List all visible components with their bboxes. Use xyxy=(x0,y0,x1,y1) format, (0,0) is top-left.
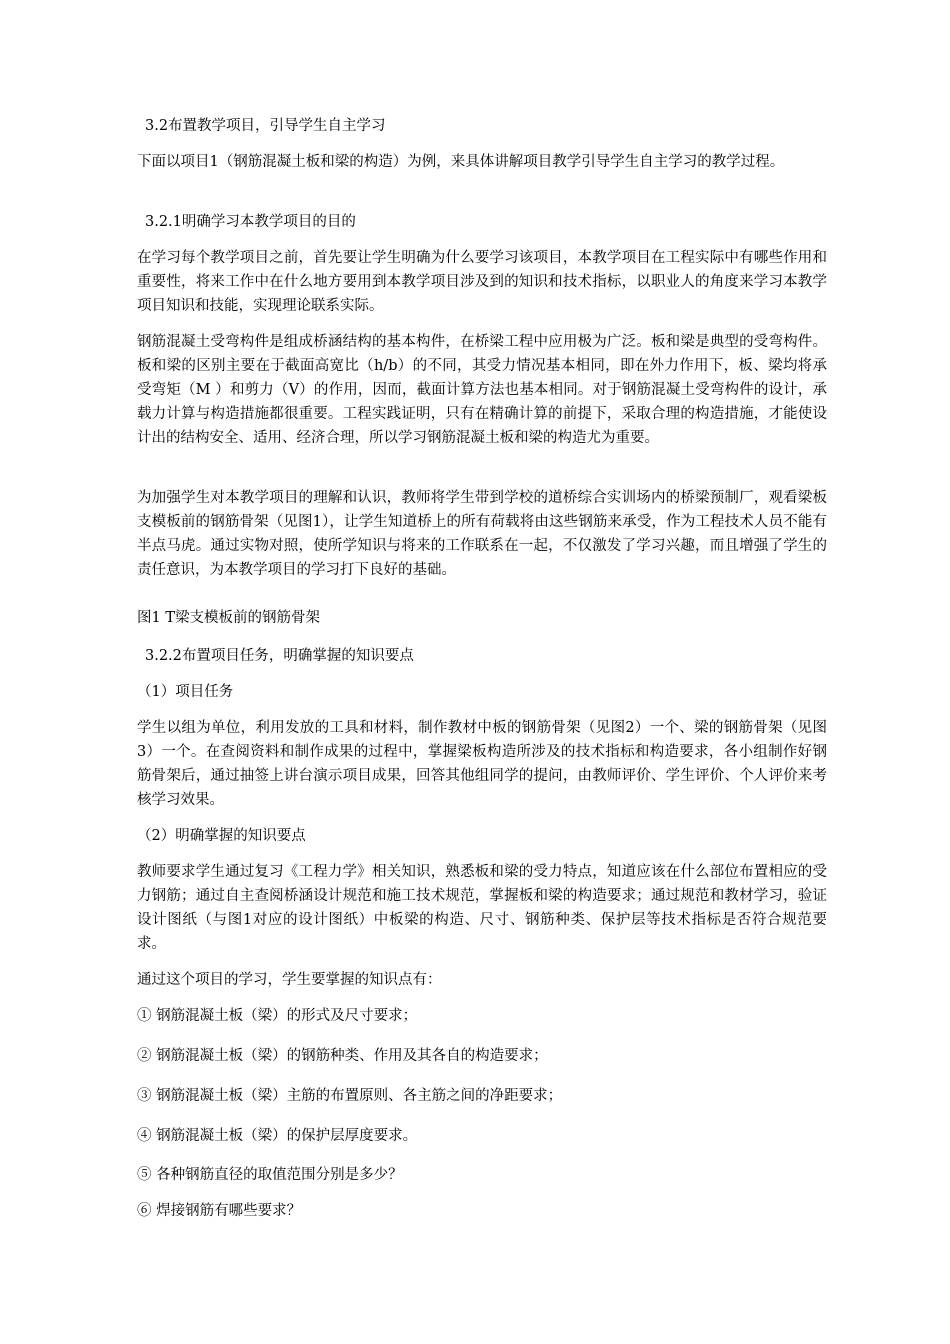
purpose-paragraph: 在学习每个教学项目之前，首先要让学生明确为什么要学习该项目，本教学项目在工程实际中有哪些作用和重要性，将来工作中在什么地方要用到本教学项目涉及到的知识和技术指标，以职业人的角度来学习本教学项目知识和技能，实现理论联系实际。 xyxy=(137,250,827,314)
task-paragraph: 学生以组为单位，利用发放的工具和材料，制作教材中板的钢筋骨架（见图2）一个、梁的钢筋骨架（见图3）一个。在查阅资料和制作成果的过程中，掌握梁板构造所涉及的技术指标和构造要求，各小组制作好钢筋骨架后，通过抽签上讲台演示项目成果，回答其他组同学的提问，由教师评价、学生评价、个人评价来考核学习效果。 xyxy=(137,720,827,808)
list-item: ④ 钢筋混凝土板（梁）的保护层厚度要求。 xyxy=(137,1128,418,1144)
section-heading: 3.2布置教学项目，引导学生自主学习 xyxy=(145,118,386,134)
list-intro: 通过这个项目的学习，学生要掌握的知识点有： xyxy=(137,972,442,988)
beams-paragraph: 钢筋混凝土受弯构件是组成桥涵结构的基本构件，在桥梁工程中应用极为广泛。板和梁是典型的受弯构件。板和梁的区别主要在于截面高宽比（h/b）的不同，其受力情况基本相同，即在外力作用下，板、梁均将承受弯矩（M ）和剪力（V）的作用，因而，截面计算方法也基本相同。对于钢筋混凝土受弯构件的设计，承载力计算与构造措施都很重要。工程实践证明，只有在精确计算的前提下，采取合理的构造措施，才能使设计出的结构安全、适用、经济合理，所以学习钢筋混凝土板和梁的构造尤为重要。 xyxy=(137,334,827,446)
subsection-heading: 3.2.2布置项目任务，明确掌握的知识要点 xyxy=(145,648,414,664)
subsection-heading: 3.2.1明确学习本教学项目的目的 xyxy=(145,214,356,230)
list-item: ② 钢筋混凝土板（梁）的钢筋种类、作用及其各自的构造要求； xyxy=(137,1048,548,1064)
task-subheading: （1）项目任务 xyxy=(137,684,234,700)
intro-paragraph: 下面以项目1（钢筋混凝土板和梁的构造）为例，来具体讲解项目教学引导学生自主学习的教学过程。 xyxy=(137,154,785,170)
points-subheading: （2）明确掌握的知识要点 xyxy=(137,828,306,844)
list-item: ③ 钢筋混凝土板（梁）主筋的布置原则、各主筋之间的净距要求； xyxy=(137,1088,563,1104)
figure-caption: 图1 T梁支模板前的钢筋骨架 xyxy=(137,610,321,626)
list-item: ⑥ 焊接钢筋有哪些要求？ xyxy=(137,1203,302,1219)
points-paragraph: 教师要求学生通过复习《工程力学》相关知识，熟悉板和梁的受力特点，知道应该在什么部位布置相应的受力钢筋；通过自主查阅桥涵设计规范和施工技术规范，掌握板和梁的构造要求；通过规范和教材学习，验证设计图纸（与图1对应的设计图纸）中板梁的构造、尺寸、钢筋种类、保护层等技术指标是否符合规范要求。 xyxy=(137,864,827,952)
visit-paragraph: 为加强学生对本教学项目的理解和认识，教师将学生带到学校的道桥综合实训场内的桥梁预制厂，观看梁板支模板前的钢筋骨架（见图1），让学生知道桥上的所有荷载将由这些钢筋来承受，作为工程技术人员不能有半点马虎。通过实物对照，使所学知识与将来的工作联系在一起，不仅激发了学习兴趣，而且增强了学生的责任意识，为本教学项目的学习打下良好的基础。 xyxy=(137,490,827,578)
list-item: ⑤ 各种钢筋直径的取值范围分别是多少？ xyxy=(137,1167,403,1183)
list-item: ① 钢筋混凝土板（梁）的形式及尺寸要求； xyxy=(137,1008,418,1024)
